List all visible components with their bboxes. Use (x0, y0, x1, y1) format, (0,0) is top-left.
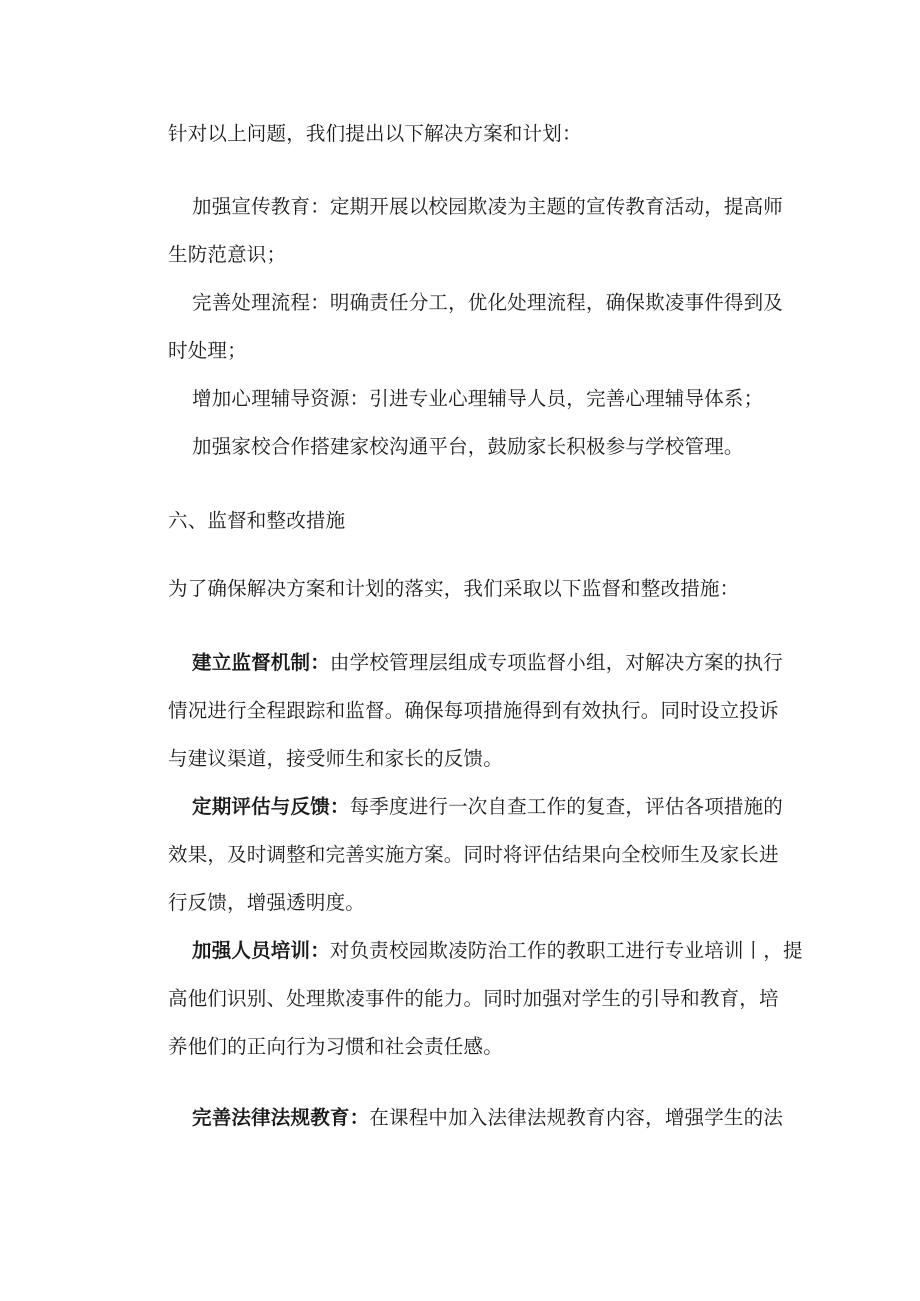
measure-1-title: 建立监督机制： (192, 651, 330, 674)
section-heading: 六、监督和整改措施 (168, 509, 346, 532)
measure-3-text: 对负责校园欺凌防治工作的教职工进行专业培训丨，提 (329, 939, 803, 962)
measure-1-line-1 (192, 651, 812, 675)
measure-1-text: 由学校管理层组成专项监督小组，对解决方案的执行 (329, 651, 784, 674)
measure-2-text: 每季度进行一次自查工作的复查，评估各项措施的 (349, 795, 784, 818)
measure-3-line-1 (192, 939, 812, 963)
measure-2-line-2: 效果，及时调整和完善实施方案。同时将评估结果向全校师生及家长进 (168, 843, 779, 866)
measure-4-title: 完善法律法规教育： (192, 1106, 370, 1129)
measure-2-line-3: 行反馈，增强透明度。 (168, 891, 366, 914)
measure-3-line-3: 养他们的正向行为习惯和社会责任感。 (168, 1035, 503, 1058)
measure-2-line-1 (192, 795, 812, 819)
measure-2-title: 定期评估与反馈： (192, 795, 350, 818)
solution-4-line-1: 加强家校合作搭建家校沟通平台，鼓励家长积极参与学校管理。 (192, 435, 744, 458)
solution-3-line-1: 增加心理辅导资源：引进专业心理辅导人员，完善心理辅导体系； (192, 387, 764, 410)
measure-1-line-2: 情况进行全程跟踪和监督。确保每项措施得到有效执行。同时设立投诉 (168, 699, 779, 722)
solution-2-line-2: 时处理； (168, 339, 247, 362)
solution-2-line-1: 完善处理流程：明确责任分工，优化处理流程，确保欺凌事件得到及 (192, 291, 784, 314)
section-intro: 为了确保解决方案和计划的落实，我们采取以下监督和整改措施： (168, 577, 740, 600)
solution-1-line-2: 生防范意识； (168, 243, 287, 266)
measure-3-title: 加强人员培训： (192, 939, 330, 962)
measure-4-line-1 (192, 1106, 812, 1130)
intro-paragraph: 针对以上问题，我们提出以下解决方案和计划： (168, 122, 582, 145)
solution-1-line-1: 加强宣传教育：定期开展以校园欺凌为主题的宣传教育活动，提高师 (192, 195, 784, 218)
measure-4-text: 在课程中加入法律法规教育内容，增强学生的法 (369, 1106, 784, 1129)
measure-1-line-3: 与建议渠道，接受师生和家长的反馈。 (168, 747, 503, 770)
measure-3-line-2: 高他们识别、处理欺凌事件的能力。同时加强对学生的引导和教育，培 (168, 987, 779, 1010)
